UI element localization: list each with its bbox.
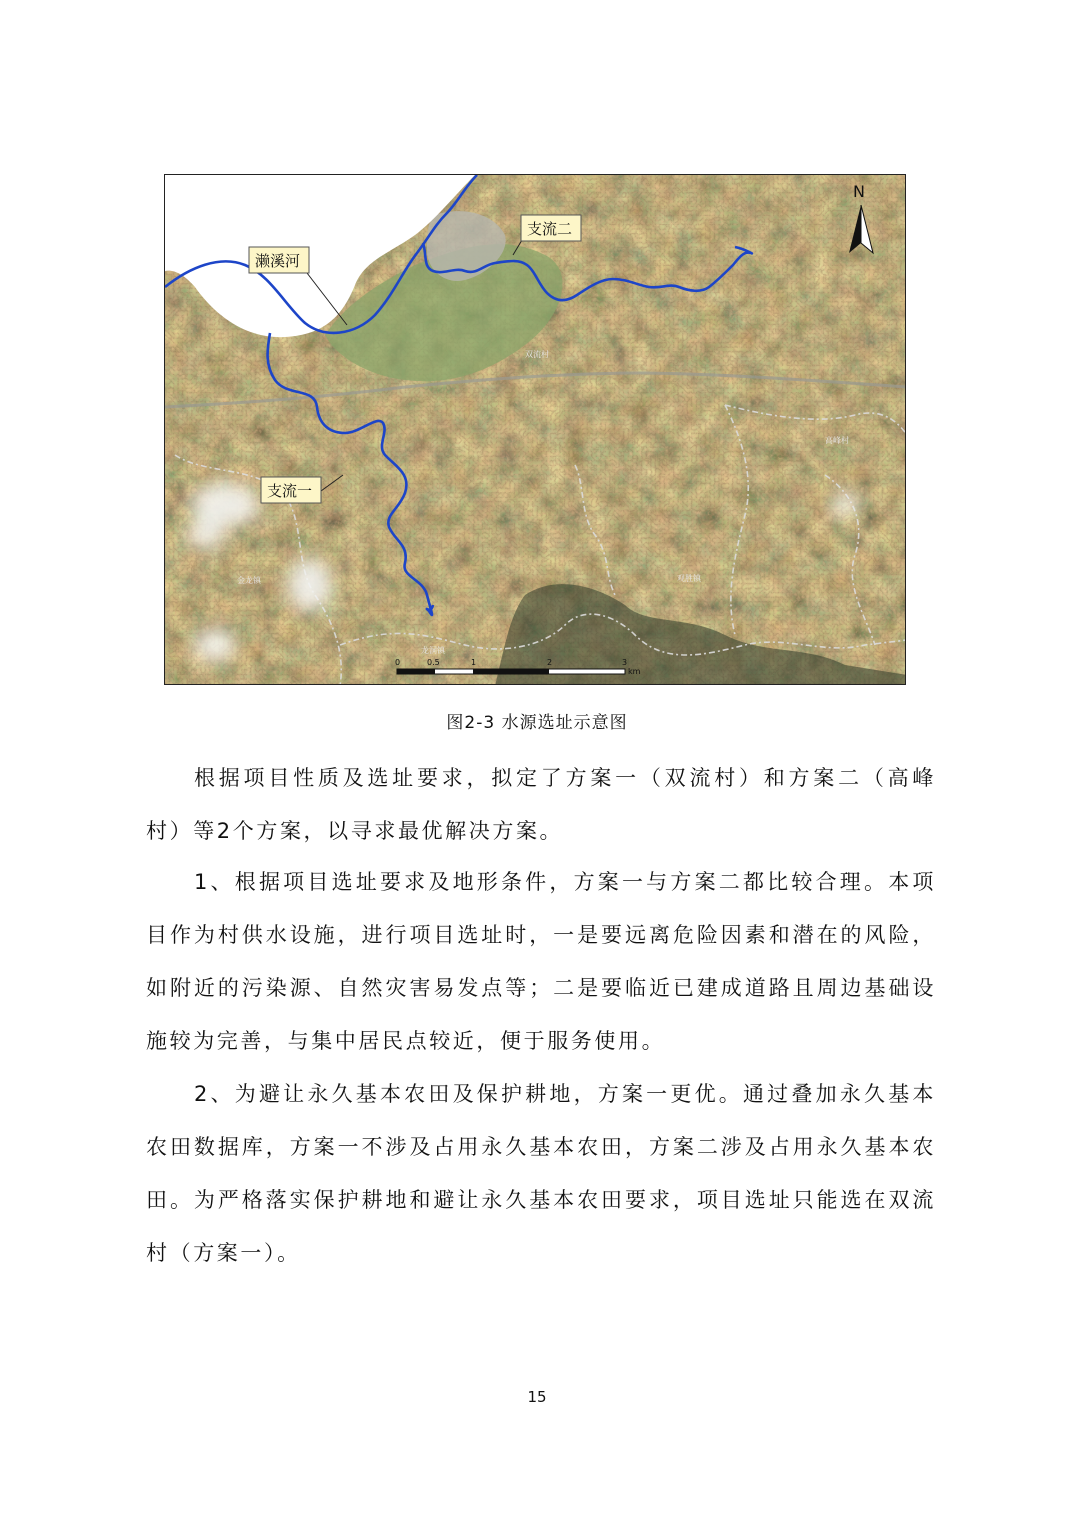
paragraph-point-2: 2、为避让永久基本农田及保护耕地，方案一更优。通过叠加永久基本农田数据库，方案一不涉及占用永久基本农田，方案二涉及占用永久基本农田。为严格落实保护耕地和避让永久基本农田要求，项目选址只能选在双流村（方案一）。: [146, 1082, 936, 1265]
place-name-4: 观胜镇: [677, 574, 701, 583]
place-name-3: 龙洞镇: [421, 646, 445, 655]
scale-tick-2: 2: [547, 658, 553, 667]
scale-tick-1: 1: [471, 658, 477, 667]
label-tributary-2: 支流二: [527, 220, 573, 238]
label-lanxi-river: 濑溪河: [255, 252, 301, 270]
label-tributary-1: 支流一: [267, 482, 313, 500]
scale-tick-3: 3: [622, 658, 628, 667]
satellite-map-figure: [164, 174, 906, 685]
scale-tick-05: 0.5: [427, 658, 440, 667]
place-name-1: 双流村: [525, 350, 549, 359]
place-name-2: 高峰村: [825, 436, 849, 445]
page-number: 15: [527, 1388, 547, 1406]
paragraph-point-1: 1、根据项目选址要求及地形条件，方案一与方案二都比较合理。本项目作为村供水设施，进行项目选址时，一是要远离危险因素和潜在的风险，如附近的污染源、自然灾害易发点等；二是要临近已建成道路且周边基础设施较为完善，与集中居民点较近，便于服务使用。: [146, 870, 936, 1053]
north-arrow-letter: N: [853, 182, 865, 201]
place-name-5: 金龙镇: [237, 576, 261, 585]
scale-unit: km: [628, 667, 641, 676]
scale-tick-0: 0: [395, 658, 401, 667]
paragraph-intro: 根据项目性质及选址要求，拟定了方案一（双流村）和方案二（高峰村）等2个方案，以寻求最优解决方案。: [146, 766, 936, 843]
figure-caption: 图2-3 水源选址示意图: [446, 713, 628, 733]
